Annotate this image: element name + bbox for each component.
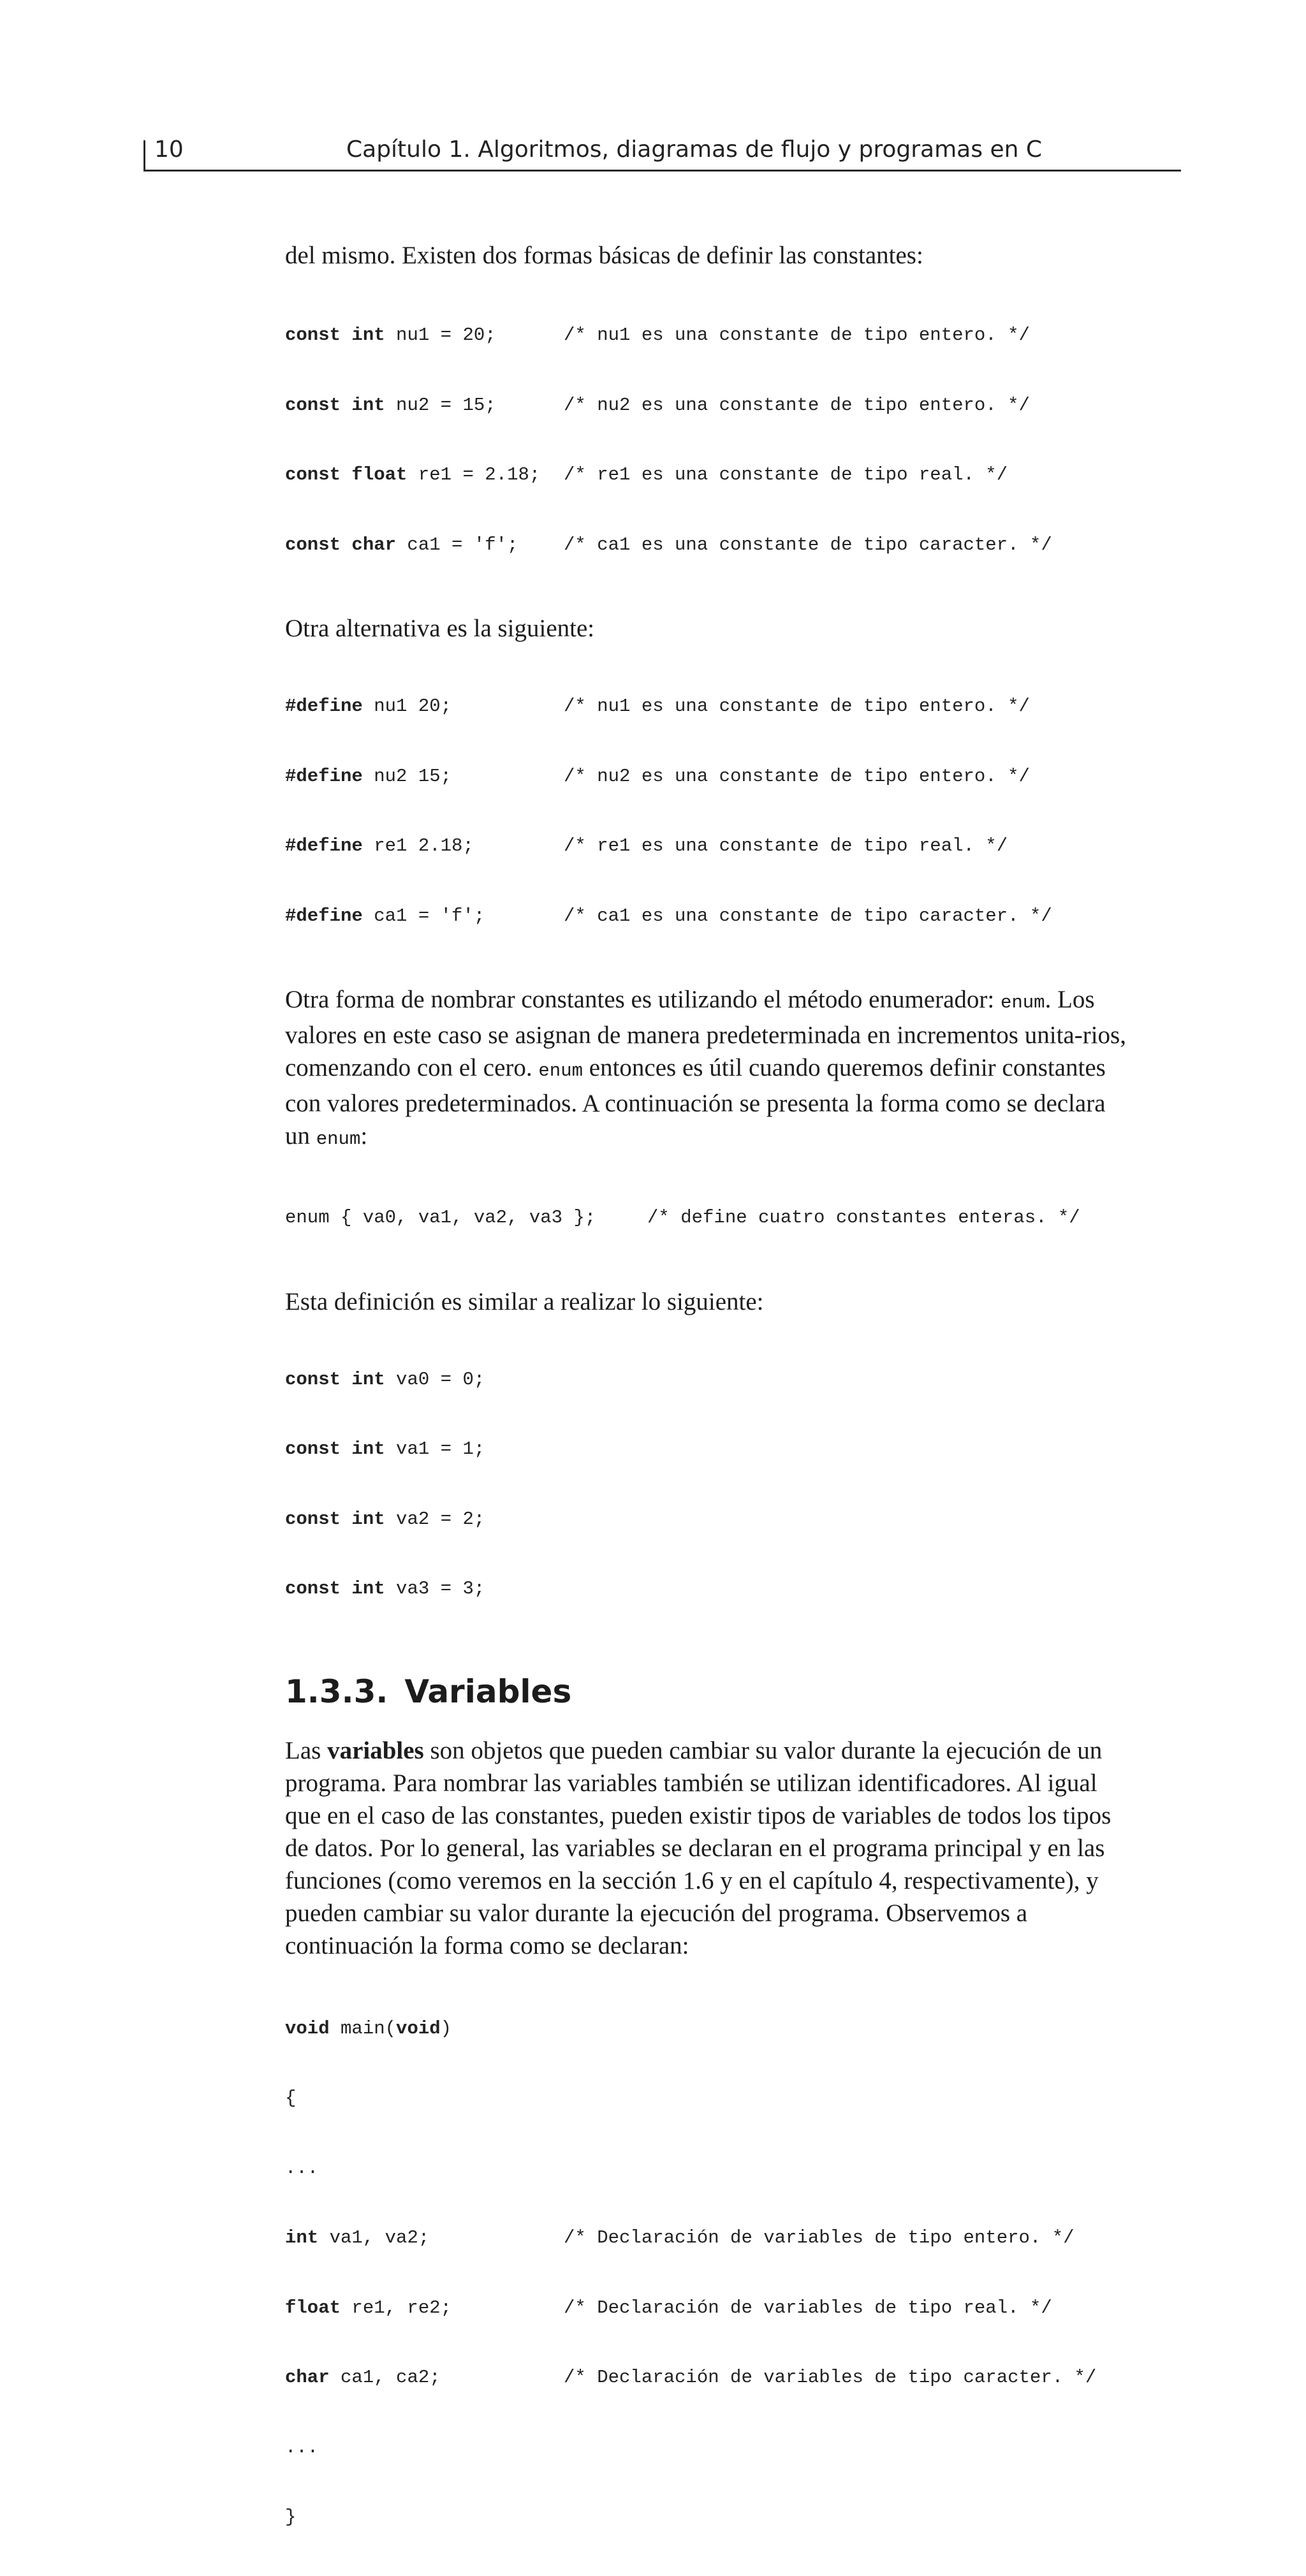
code-comment: /* nu1 es una constante de tipo entero. */: [564, 696, 1030, 717]
code-comment: /* nu2 es una constante de tipo entero. */: [564, 394, 1030, 416]
code-keyword: char: [285, 2367, 330, 2388]
code-line: [285, 534, 1127, 557]
code-comment: /* nu1 es una constante de tipo entero. */: [564, 325, 1030, 346]
code-keyword: const int: [285, 1368, 385, 1390]
code-keyword: void: [396, 2017, 441, 2039]
code-text: ca1 = 'f';: [362, 905, 485, 926]
code-keyword: const int: [285, 1508, 385, 1530]
inline-code: enum: [1000, 992, 1045, 1013]
code-line: [285, 835, 1127, 858]
code-keyword: float: [285, 2297, 341, 2318]
paragraph-variables: [285, 1734, 1127, 1962]
code-line: [285, 464, 1127, 487]
code-line: [285, 2297, 1127, 2320]
code-line: [285, 2506, 1127, 2529]
code-keyword: const char: [285, 534, 397, 555]
code-block-enum: [285, 1160, 1127, 1277]
code-line: [285, 905, 1127, 928]
code-text: nu2 15;: [362, 765, 452, 787]
code-keyword: const int: [285, 1438, 385, 1460]
code-text: re1, re2;: [341, 2297, 452, 2318]
section-title: Variables: [404, 1672, 572, 1710]
code-comment: /* re1 es una constante de tipo real. */: [564, 464, 1008, 485]
paragraph-equivalent: Esta definición es similar a realizar lo siguiente:: [285, 1287, 764, 1315]
code-text: ): [440, 2017, 452, 2039]
code-line: [285, 2227, 1127, 2250]
code-line: [285, 1508, 1127, 1532]
code-text: va0 = 0;: [385, 1368, 485, 1390]
paragraph-text: Las: [285, 1736, 328, 1764]
code-keyword: const int: [285, 325, 385, 346]
code-block-define: [285, 648, 1127, 974]
code-keyword: const int: [285, 394, 385, 416]
code-keyword: const float: [285, 464, 407, 485]
code-comment: /* define cuatro constantes enteras. */: [647, 1207, 1080, 1228]
section-heading: [285, 1673, 1127, 1710]
code-line: [285, 394, 1127, 418]
code-comment: /* Declaración de variables de tipo real. */: [564, 2297, 1052, 2318]
code-line: [285, 2017, 1127, 2041]
code-text: va1, va2;: [318, 2227, 430, 2248]
code-comment: /* re1 es una constante de tipo real. */: [564, 835, 1008, 856]
code-keyword: void: [285, 2017, 330, 2039]
paragraph-alternative: Otra alternativa es la siguiente:: [285, 615, 595, 642]
code-comment: /* ca1 es una constante de tipo caracter. */: [564, 905, 1052, 926]
code-text: {: [285, 2088, 297, 2109]
code-line: [285, 1438, 1127, 1461]
paragraph-text: :: [360, 1122, 368, 1150]
code-line: [285, 1368, 1127, 1392]
code-comment: /* ca1 es una constante de tipo caracter. */: [564, 534, 1052, 555]
code-block-main: [285, 1971, 1127, 2576]
code-text: ca1, ca2;: [329, 2367, 441, 2388]
code-line: [285, 695, 1127, 719]
paragraph-text: . Los valores en este caso se asignan de manera predeterminada en incrementos unita-rios, comenzando con el cero.: [285, 986, 1126, 1081]
page-number: 10: [154, 136, 184, 163]
code-block-const: [285, 277, 1127, 603]
chapter-title: Capítulo 1. Algoritmos, diagramas de flujo y programas en C: [346, 136, 1042, 163]
code-text: }: [285, 2506, 297, 2528]
code-line: [285, 2157, 1127, 2181]
code-line: [285, 1577, 1127, 1601]
page-header: [143, 134, 1181, 172]
code-comment: /* nu2 es una constante de tipo entero. */: [564, 765, 1030, 787]
code-keyword: #define: [285, 835, 363, 856]
code-keyword: #define: [285, 905, 363, 926]
code-text: enum { va0, va1, va2, va3 };: [285, 1207, 596, 1228]
code-keyword: int: [285, 2227, 319, 2248]
code-block-const-int: [285, 1322, 1127, 1648]
section-number: 1.3.3.: [285, 1672, 388, 1710]
paragraph-text: Otra forma de nombrar constantes es utilizando el método enumerador:: [285, 986, 1001, 1013]
code-text: va1 = 1;: [385, 1438, 485, 1460]
header-left-rule: [143, 140, 145, 172]
paragraph-text: entonces es útil cuando queremos definir constantes con valores predeterminados. A continuación se presenta la forma como se declara un: [285, 1054, 1106, 1150]
code-line: [285, 2366, 1127, 2390]
code-text: re1 = 2.18;: [407, 464, 541, 485]
page-content: [285, 239, 1127, 2576]
code-line: [285, 2087, 1127, 2111]
inline-code: enum: [316, 1129, 361, 1150]
code-text: nu2 = 15;: [385, 394, 496, 416]
code-text: re1 2.18;: [362, 835, 474, 856]
inline-code: enum: [538, 1060, 583, 1081]
bold-term: variables: [327, 1736, 424, 1764]
paragraph-enum: [285, 983, 1127, 1155]
code-text: main(: [329, 2017, 397, 2039]
code-line: [285, 765, 1127, 789]
code-line: [285, 2436, 1127, 2460]
code-line: [285, 324, 1127, 348]
paragraph-text: son objetos que pueden cambiar su valor durante la ejecución de un programa. Para nombrar las variables también se utilizan identificadores. Al igual que en el caso de las constantes, pueden existir tipos de variables de todos los tipos de datos. Por lo general, las variables se declaran en el programa principal y en las funciones (como veremos en la sección 1.6 y en el capítulo 4, respectivamente), y pueden cambiar su valor durante la ejecución del programa. Observemos a continuación la forma como se declaran:: [285, 1736, 1112, 1959]
code-text: va3 = 3;: [385, 1578, 485, 1599]
code-line: [285, 1206, 1127, 1230]
code-text: ...: [285, 2436, 319, 2458]
code-text: nu1 = 20;: [385, 325, 496, 346]
code-text: ...: [285, 2157, 319, 2179]
code-comment: /* Declaración de variables de tipo caracter. */: [564, 2367, 1097, 2388]
code-keyword: #define: [285, 765, 363, 787]
code-keyword: #define: [285, 696, 363, 717]
code-keyword: const int: [285, 1578, 385, 1599]
code-text: nu1 20;: [362, 696, 452, 717]
code-text: ca1 = 'f';: [396, 534, 518, 555]
paragraph-intro: del mismo. Existen dos formas básicas de definir las constantes:: [285, 242, 923, 269]
code-comment: /* Declaración de variables de tipo entero. */: [564, 2227, 1075, 2248]
code-text: va2 = 2;: [385, 1508, 485, 1530]
